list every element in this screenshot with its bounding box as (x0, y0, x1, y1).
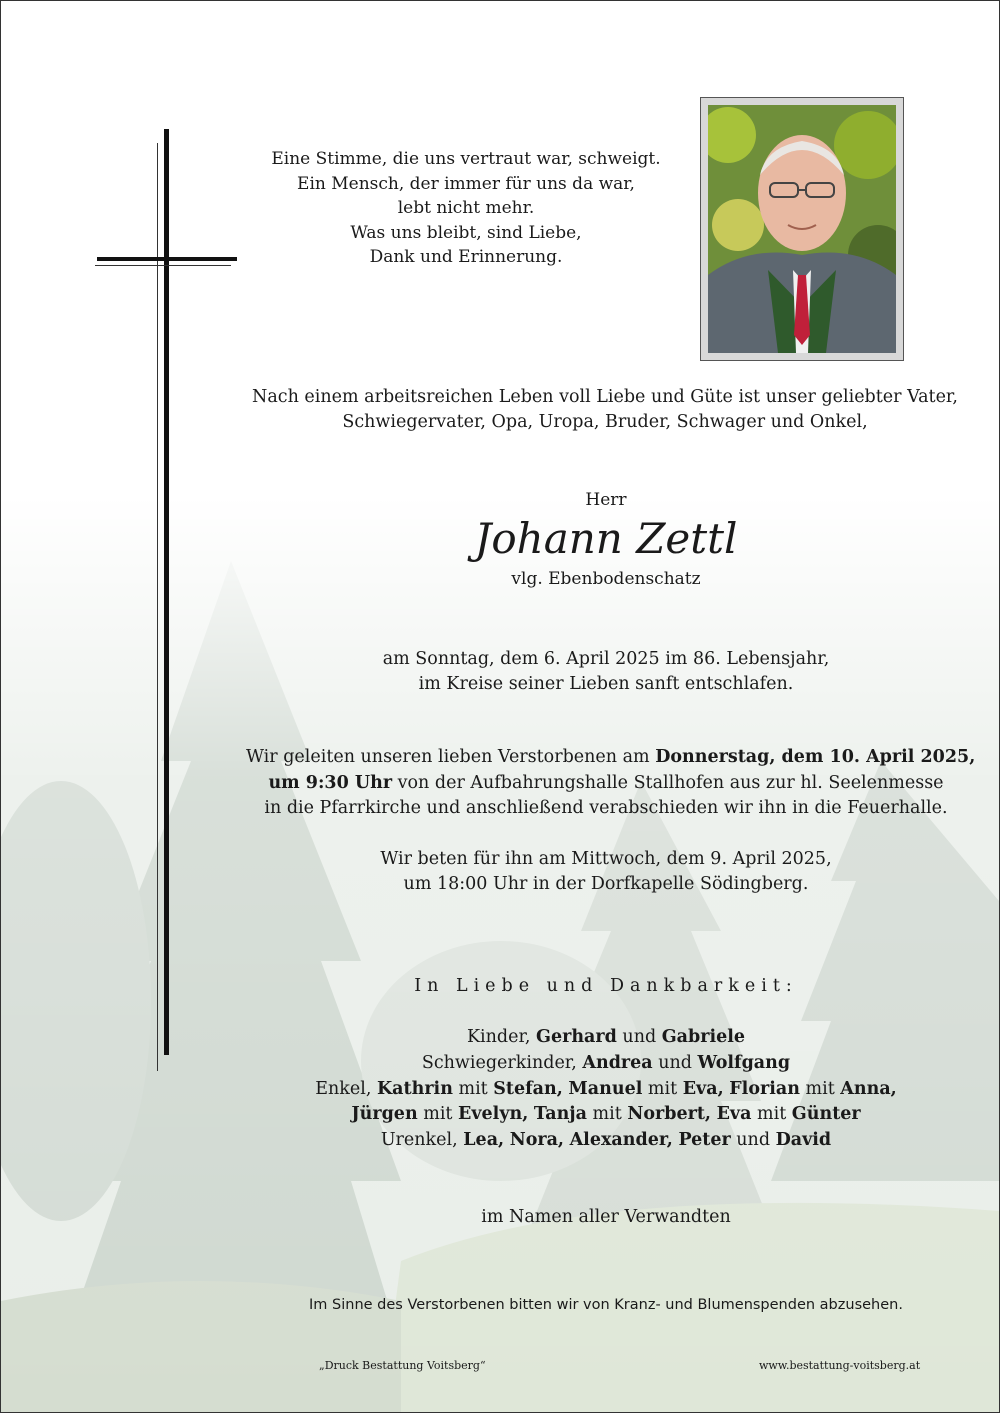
connector: mit (586, 1104, 628, 1125)
funeral-time: um 9:30 Uhr (268, 772, 393, 793)
family-member: Peter (678, 1130, 731, 1151)
intro-text (201, 385, 1000, 435)
family-member: David (775, 1130, 832, 1151)
family-in-laws (206, 1051, 1000, 1077)
family-member: Stefan, (493, 1078, 563, 1099)
family-member: Gabriele (661, 1027, 746, 1047)
family-member: Günter (791, 1104, 861, 1125)
family-member: Tanja (533, 1104, 587, 1125)
family-label: Urenkel, (380, 1130, 464, 1151)
website-url[interactable]: www.bestattung-voitsberg.at (759, 1359, 921, 1372)
prayer-line: um 18:00 Uhr in der Dorfkapelle Södingberg. (403, 874, 809, 894)
connector: mit (751, 1104, 792, 1125)
family-label: Schwiegerkinder, (421, 1052, 583, 1073)
poem-line: Was uns bleibt, sind Liebe, (350, 222, 582, 243)
family-grandchildren-1 (206, 1077, 1000, 1103)
cross-vertical-bar (164, 129, 169, 1055)
family-member: Wolfgang (697, 1052, 791, 1073)
connector: und (616, 1027, 662, 1047)
family-label: Enkel, (315, 1078, 377, 1099)
connector: mit (799, 1078, 841, 1099)
family-label: Kinder, (466, 1027, 537, 1047)
funeral-date: Donnerstag, dem 10. April 2025, (655, 747, 976, 767)
portrait-photo (700, 97, 904, 361)
salutation: Herr (585, 490, 627, 510)
family-children (206, 1025, 1000, 1051)
printer-credit: „Druck Bestattung Voitsberg“ (319, 1359, 486, 1372)
prayer-line: Wir beten für ihn am Mittwoch, dem 9. April 2025, (380, 849, 832, 869)
vulgo-name: vlg. Ebenbodenschatz (511, 569, 701, 589)
funeral-line-3: in die Pfarrkirche und anschließend verabschieden wir ihn in die Feuerhalle. (264, 798, 948, 818)
poem-line: Ein Mensch, der immer für uns da war, (297, 173, 635, 194)
funeral-text: Wir geleiten unseren lieben Verstorbenen am (246, 747, 656, 767)
connector: und (730, 1130, 776, 1151)
portrait-image (708, 105, 896, 353)
poem (261, 147, 671, 270)
family-member: Gerhard (536, 1027, 617, 1047)
family-member: Jürgen (351, 1104, 418, 1125)
family-member: Nora, (509, 1130, 565, 1151)
family-member: Kathrin (376, 1078, 453, 1099)
family-member: Lea, (463, 1130, 505, 1151)
family-heading: In Liebe und Dankbarkeit: (414, 976, 798, 996)
death-line: im Kreise seiner Lieben sanft entschlafen. (418, 674, 794, 694)
family-member: Manuel (568, 1078, 643, 1099)
funeral-info (246, 745, 976, 822)
death-line: am Sonntag, dem 6. April 2025 im 86. Lebensjahr, (382, 649, 830, 669)
family-member: Florian (729, 1078, 800, 1099)
connector: mit (642, 1078, 683, 1099)
family-member: Anna, (840, 1078, 897, 1099)
prayer-info (256, 847, 956, 897)
connector: und (652, 1052, 698, 1073)
funeral-line-1 (246, 745, 976, 771)
cross-horizontal-bar (97, 257, 237, 261)
cross-thin-vertical-line (157, 143, 158, 1071)
family-member: Norbert, (627, 1104, 711, 1125)
family-member: Alexander, (569, 1130, 673, 1151)
family-member: Evelyn, (458, 1104, 529, 1125)
names-of-relatives: im Namen aller Verwandten (481, 1207, 731, 1227)
family-great-grandchildren (206, 1128, 1000, 1154)
poem-line: Dank und Erinnerung. (369, 247, 563, 267)
intro-line: Nach einem arbeitsreichen Leben voll Liebe und Güte ist unser geliebter Vater, (252, 387, 958, 407)
deceased-name: Johann Zettl (474, 514, 738, 563)
poem-line: lebt nicht mehr. (397, 198, 535, 218)
connector: mit (452, 1078, 494, 1099)
funeral-line-2 (246, 771, 966, 797)
family-member: Eva, (682, 1078, 724, 1099)
donation-request: Im Sinne des Verstorbenen bitten wir von Kranz- und Blumenspenden abzusehen. (309, 1297, 903, 1313)
cross-thin-horizontal-line (95, 265, 231, 266)
death-notice (256, 647, 956, 697)
family-member: Eva (716, 1104, 752, 1125)
family-list (206, 1025, 1000, 1154)
family-member: Andrea (582, 1052, 653, 1073)
poem-line: Eine Stimme, die uns vertraut war, schweigt. (271, 149, 661, 169)
funeral-text: von der Aufbahrungshalle Stallhofen aus zur hl. Seelenmesse (392, 772, 944, 793)
family-grandchildren-2 (206, 1102, 1000, 1128)
intro-line: Schwiegervater, Opa, Uropa, Bruder, Schwager und Onkel, (342, 412, 868, 432)
connector: mit (417, 1104, 459, 1125)
